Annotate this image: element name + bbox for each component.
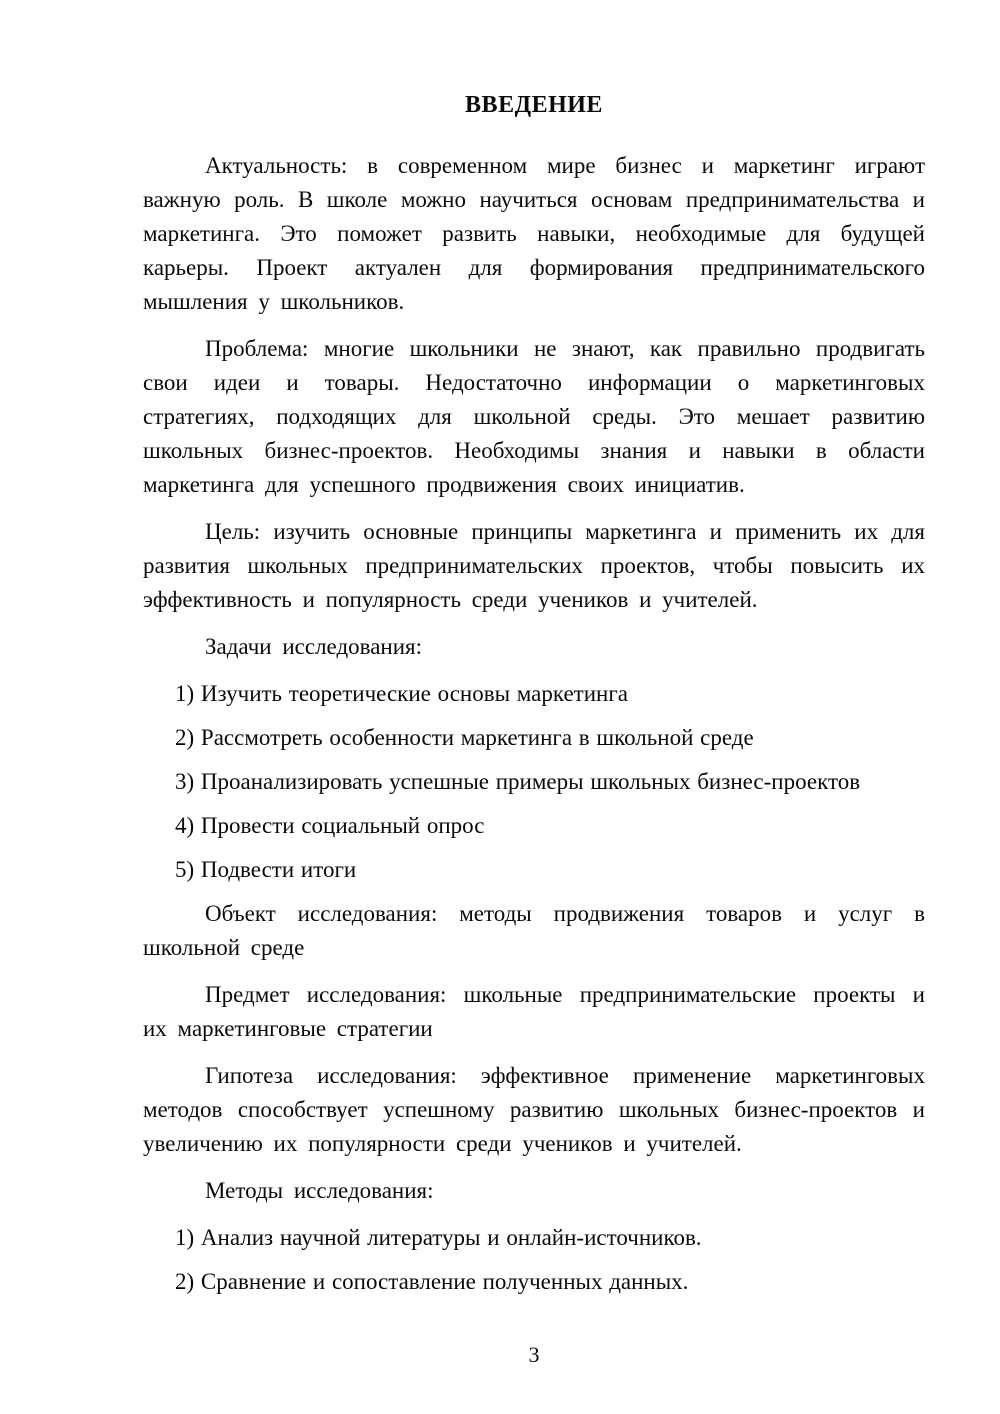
tasks-heading: Задачи исследования:: [205, 634, 423, 659]
paragraph-subject: Предмет исследования: школьные предпринимательские проекты и их маркетинговые стратегии: [143, 982, 925, 1041]
task-item-4: 4) Провести социальный опрос: [175, 813, 485, 838]
method-item-2: 2) Сравнение и сопоставление полученных данных.: [175, 1269, 689, 1294]
task-item-5: 5) Подвести итоги: [175, 857, 357, 882]
paragraph-hypothesis: Гипотеза исследования: эффективное применение маркетинговых методов способствует успешному развитию школьных бизнес-проектов и увеличению их популярности среди учеников и учителей.: [143, 1063, 925, 1156]
task-item-3: 3) Проанализировать успешные примеры школьных бизнес-проектов: [175, 769, 861, 794]
paragraph-goal: Цель: изучить основные принципы маркетинга и применить их для развития школьных предпринимательских проектов, чтобы повысить их эффективность и популярность среди учеников и учителей.: [143, 519, 925, 612]
paragraph-object: Объект исследования: методы продвижения товаров и услуг в школьной среде: [143, 901, 925, 960]
paragraph-relevance: Актуальность: в современном мире бизнес и маркетинг играют важную роль. В школе можно научиться основам предпринимательства и маркетинга. Это поможет развить навыки, необходимые для будущей карьеры. Проект актуален для формирования предпринимательского мышления у школьников.: [143, 153, 925, 314]
task-item-1: 1) Изучить теоретические основы маркетинга: [175, 681, 628, 706]
method-item-1: 1) Анализ научной литературы и онлайн-источников.: [175, 1225, 702, 1250]
page-number: 3: [528, 1342, 540, 1367]
methods-heading: Методы исследования:: [205, 1178, 434, 1203]
page-title: ВВЕДЕНИЕ: [465, 92, 603, 118]
paragraph-problem: Проблема: многие школьники не знают, как правильно продвигать свои идеи и товары. Недостаточно информации о маркетинговых стратегиях, подходящих для школьной среды. Это мешает развитию школьных бизнес-проектов. Необходимы знания и навыки в области маркетинга для успешного продвижения своих инициатив.: [143, 336, 925, 497]
task-item-2: 2) Рассмотреть особенности маркетинга в школьной среде: [175, 725, 754, 750]
